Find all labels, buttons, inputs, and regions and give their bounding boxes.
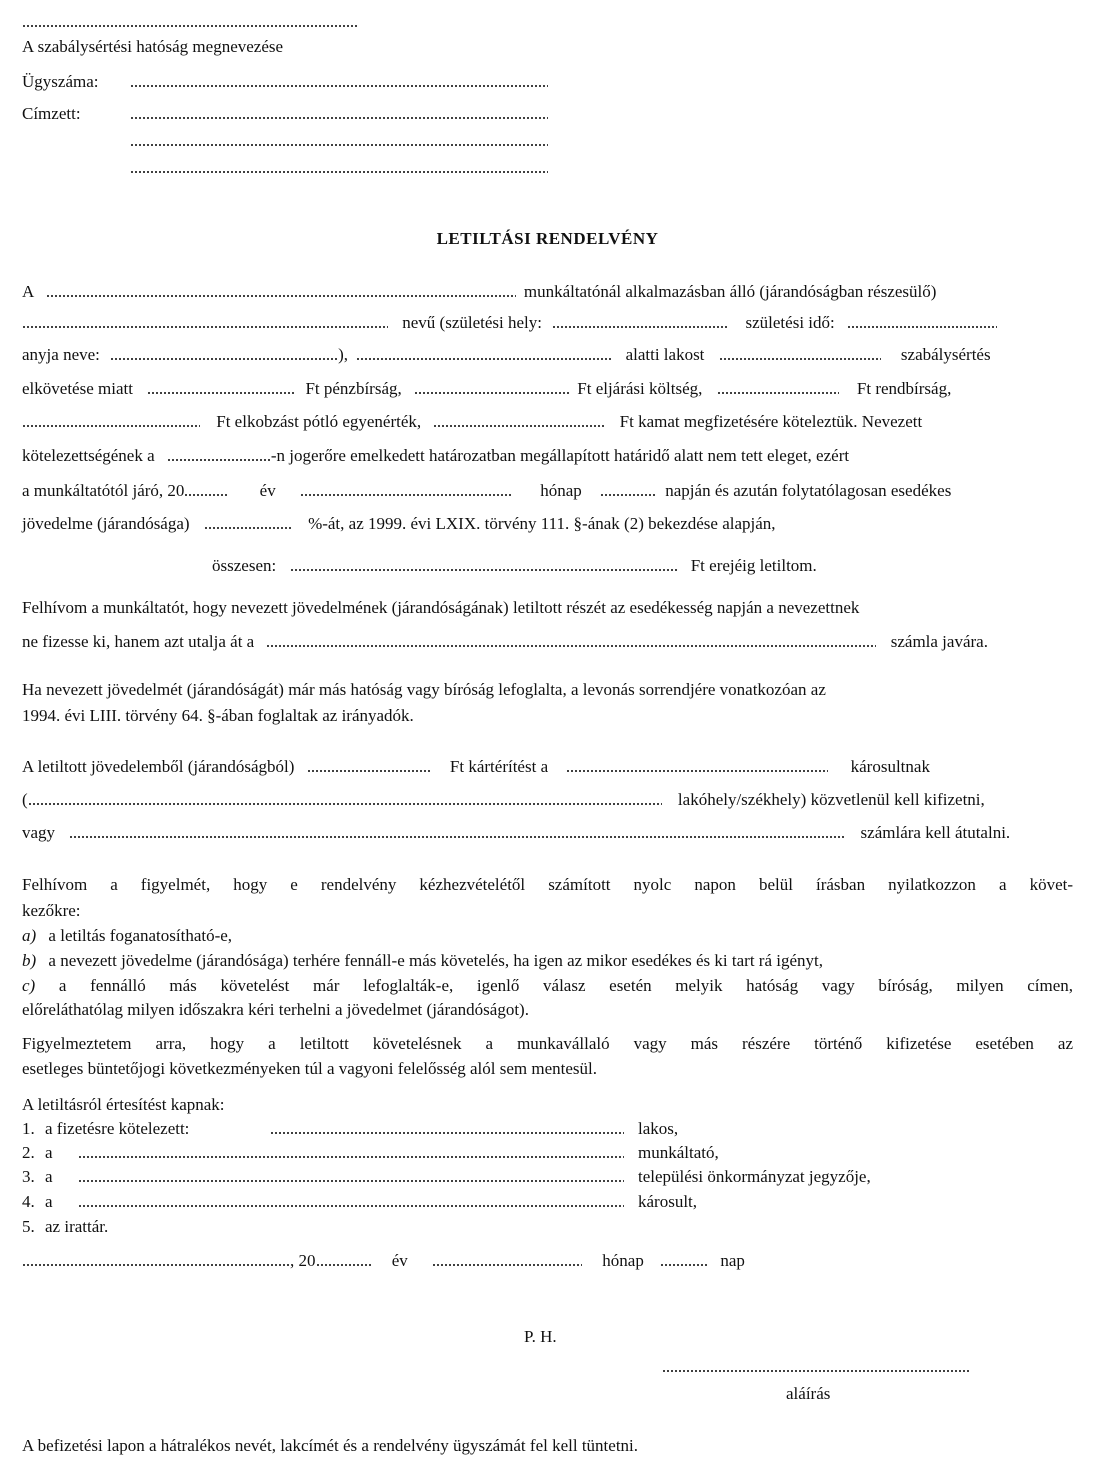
recipients-heading: A letiltásról értesítést kapnak: xyxy=(22,1095,225,1114)
damages-line-3 xyxy=(22,823,1010,843)
addressee-field-2[interactable] xyxy=(130,131,548,151)
text: nevű (születési hely: xyxy=(402,313,542,332)
garnishment-line-2: 1994. évi LIII. törvény 64. §-ában foglaltak az irányadók. xyxy=(22,706,414,725)
text: , 20 xyxy=(290,1251,316,1270)
recipient-row-5 xyxy=(22,1217,108,1237)
text: születési idő: xyxy=(745,313,835,332)
confiscation-value-field[interactable] xyxy=(22,415,200,427)
text: lakóhely/székhely) közvetlenül kell kifizetni, xyxy=(677,790,985,809)
disciplinary-fine-field[interactable] xyxy=(717,382,839,394)
text: napján és azután folytatólagosan esedékes xyxy=(665,481,952,500)
notice-line-2: kezőkre: xyxy=(22,901,81,920)
text: nap xyxy=(720,1251,745,1270)
recipient-prefix: a xyxy=(45,1143,53,1162)
recipient-3-suffix: települési önkormányzat jegyzője, xyxy=(638,1167,871,1186)
case-number-field[interactable] xyxy=(130,72,548,92)
footer-note: A befizetési lapon a hátralékos nevét, lakcímét és a rendelvény ügyszámát fel kell tüntetni. xyxy=(22,1436,639,1455)
text: év xyxy=(259,481,276,500)
day-field[interactable] xyxy=(600,484,655,496)
authority-label: A szabálysértési hatóság megnevezése xyxy=(22,37,284,56)
text: munkáltatónál alkalmazásban álló (járandóságban részesülő) xyxy=(523,282,937,301)
date-day-field[interactable] xyxy=(660,1254,708,1266)
recipient-1-field[interactable] xyxy=(270,1119,624,1139)
compensation-amount-field[interactable] xyxy=(307,760,432,772)
text: Ft kamat megfizetésére köteleztük. Nevezett xyxy=(619,412,923,431)
percent-field[interactable] xyxy=(204,517,292,529)
text: kötelezettségének a xyxy=(22,446,155,465)
recipient-number: 5. xyxy=(22,1217,35,1236)
authority-name-field[interactable] xyxy=(22,12,357,32)
recipient-3-field[interactable] xyxy=(78,1167,624,1187)
notice-item-c xyxy=(22,976,1073,996)
recipient-4-suffix: károsult, xyxy=(638,1192,698,1211)
case-number-row xyxy=(22,72,98,92)
total-suffix: Ft erejéig letiltom. xyxy=(690,556,817,575)
month-field[interactable] xyxy=(300,484,512,496)
warning-line-1: Figyelmeztetem arra, hogy a letiltott követelésnek a munkavállaló vagy más részére történő kifizetése esetében az xyxy=(22,1034,1073,1053)
recipient-2-field[interactable] xyxy=(78,1143,624,1163)
text: Ft rendbírság, xyxy=(856,379,952,398)
text: alatti lakost xyxy=(625,345,705,364)
date-month-field[interactable] xyxy=(432,1254,582,1266)
birthplace-field[interactable] xyxy=(552,316,727,328)
item-text: a letiltás foganatosítható-e, xyxy=(48,926,233,945)
damages-line-1 xyxy=(22,757,930,777)
total-line xyxy=(212,556,817,576)
text: Ft kártérítést a xyxy=(449,757,549,776)
transfer-account-field[interactable] xyxy=(69,826,844,838)
place-field[interactable] xyxy=(22,1254,290,1266)
recipient-prefix: a xyxy=(45,1167,53,1186)
recipient-row-2 xyxy=(22,1143,53,1163)
item-marker: c) xyxy=(22,976,36,995)
deadline-date-field[interactable] xyxy=(167,449,271,461)
text: a munkáltatótól járó, 20 xyxy=(22,481,185,500)
item-text: a nevezett jövedelme (járandósága) terhére fennáll-e más követelés, ha igen az mikor esedékes és ki tart rá igényt, xyxy=(48,951,823,970)
body-line-1 xyxy=(22,282,936,302)
body-line-5 xyxy=(22,412,922,432)
recipient-row-4 xyxy=(22,1192,53,1212)
recipient-prefix: a xyxy=(45,1192,53,1211)
instruction-line-1: Felhívom a munkáltatót, hogy nevezett jövedelmének (járandóságának) letiltott részét az esedékesség napján a nevezettnek xyxy=(22,598,860,617)
recipient-prefix: a fizetésre kötelezett: xyxy=(45,1119,190,1138)
body-line-2 xyxy=(22,313,997,333)
text: jövedelme (járandósága) xyxy=(22,514,190,533)
text: vagy xyxy=(22,823,56,842)
addressee-label: Címzett: xyxy=(22,104,81,123)
interest-field[interactable] xyxy=(433,415,605,427)
item-marker: a) xyxy=(22,926,37,945)
notice-line-1: Felhívom a figyelmét, hogy e rendelvény kézhezvételétől számított nyolc napon belül írásban nyilatkozzon a követ- xyxy=(22,875,1073,894)
recipient-4-field[interactable] xyxy=(78,1192,624,1212)
recipient-1-suffix: lakos, xyxy=(638,1119,679,1138)
text: A letiltott jövedelemből (járandóságból) xyxy=(22,757,295,776)
total-field[interactable] xyxy=(290,559,678,571)
addressee-field-3[interactable] xyxy=(130,158,548,178)
text: Ft pénzbírság, xyxy=(305,379,402,398)
body-line-6 xyxy=(22,446,849,466)
damages-line-2 xyxy=(22,790,985,810)
text: A xyxy=(22,282,34,301)
text: anyja neve: xyxy=(22,345,100,364)
recipient-row-1 xyxy=(22,1119,189,1139)
text: év xyxy=(391,1251,408,1270)
notice-item-b xyxy=(22,951,823,971)
signature-label: aláírás xyxy=(786,1384,831,1403)
text: hónap xyxy=(602,1251,644,1270)
recipient-number: 4. xyxy=(22,1192,35,1211)
text: károsultnak xyxy=(850,757,930,776)
garnishment-line-1: Ha nevezett jövedelmét (járandóságát) már más hatóság vagy bíróság lefoglalta, a levonás sorrendjére vonatkozóan az xyxy=(22,680,826,699)
year-field[interactable] xyxy=(184,484,229,496)
address-field[interactable] xyxy=(356,348,611,360)
signature-field[interactable] xyxy=(662,1357,970,1377)
text: ne fizesse ki, hanem azt utalja át a xyxy=(22,632,255,651)
item-text: a fennálló más követelést már lefoglalták-e, igenlő válasz esetén melyik hatóság vagy bíróság, milyen címen, xyxy=(58,976,1074,995)
text: hónap xyxy=(540,481,582,500)
text: Ft elkobzást pótló egyenérték, xyxy=(216,412,422,431)
text: szabálysértés xyxy=(900,345,991,364)
residence-field[interactable] xyxy=(28,793,662,805)
date-year-field[interactable] xyxy=(316,1254,372,1266)
injured-party-field[interactable] xyxy=(566,760,828,772)
notice-item-c-cont: előreláthatólag milyen időszakra kéri terhelni a jövedelmet (járandóságot). xyxy=(22,1000,529,1019)
employer-field[interactable] xyxy=(46,285,516,297)
warning-line-2: esetleges büntetőjogi következményeken túl a vagyoni felelősség alól sem mentesül. xyxy=(22,1059,598,1078)
offense-field[interactable] xyxy=(719,348,881,360)
fine-field[interactable] xyxy=(147,382,295,394)
notice-item-a xyxy=(22,926,232,946)
name-field[interactable] xyxy=(22,316,388,328)
stamp-placeholder: P. H. xyxy=(524,1327,557,1346)
birthdate-field[interactable] xyxy=(847,316,997,328)
body-line-7 xyxy=(22,481,951,501)
recipient-number: 1. xyxy=(22,1119,35,1138)
date-line xyxy=(22,1251,745,1271)
recipient-number: 3. xyxy=(22,1167,35,1186)
text: ( xyxy=(22,790,28,809)
total-label: összesen: xyxy=(212,556,277,575)
case-number-label: Ügyszáma: xyxy=(22,72,99,91)
mother-name-field[interactable] xyxy=(110,348,338,360)
text: számlára kell átutalni. xyxy=(860,823,1011,842)
recipient-prefix: az irattár. xyxy=(45,1217,109,1236)
text: számla javára. xyxy=(890,632,988,651)
bank-account-field[interactable] xyxy=(266,635,876,647)
body-line-3 xyxy=(22,345,991,365)
document-title: LETILTÁSI RENDELVÉNY xyxy=(436,229,659,248)
text: Ft eljárási költség, xyxy=(577,379,703,398)
body-line-8 xyxy=(22,514,776,534)
recipient-2-suffix: munkáltató, xyxy=(638,1143,719,1162)
body-line-4 xyxy=(22,379,951,399)
text: ), xyxy=(338,345,349,364)
instruction-line-2 xyxy=(22,632,988,652)
text: -n jogerőre emelkedett határozatban megállapított határidő alatt nem tett eleget, ezért xyxy=(270,446,850,465)
text: %-át, az 1999. évi LXIX. törvény 111. §-ának (2) bekezdése alapján, xyxy=(308,514,776,533)
recipient-row-3 xyxy=(22,1167,53,1187)
procedural-cost-field[interactable] xyxy=(414,382,569,394)
recipient-number: 2. xyxy=(22,1143,35,1162)
addressee-field-1[interactable] xyxy=(130,104,548,124)
text: elkövetése miatt xyxy=(22,379,133,398)
item-marker: b) xyxy=(22,951,37,970)
